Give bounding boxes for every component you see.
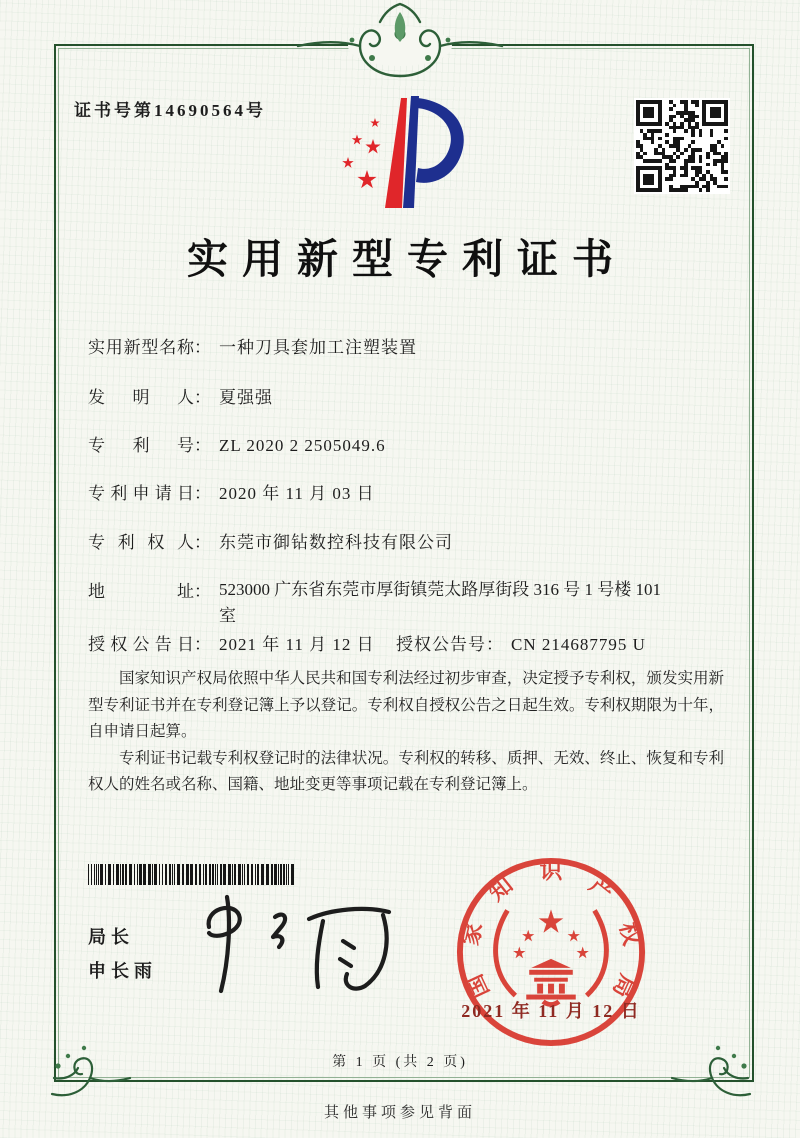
field-value (219, 577, 759, 629)
field-value: 一种刀具套加工注塑装置 (219, 338, 417, 357)
barcode (88, 864, 298, 885)
field-label: 发明人 (88, 388, 194, 407)
commissioner-block (88, 920, 157, 988)
field-row-inventor (88, 383, 273, 408)
field-value: 2021 年 11 月 12 日 (219, 635, 375, 654)
field-label: 地址 (88, 582, 194, 601)
qr-code (634, 98, 730, 194)
field-row-patent-name (88, 333, 417, 358)
field-colon: ： (194, 338, 211, 357)
field-colon: ： (194, 582, 211, 601)
field-grant-number (396, 630, 646, 655)
legal-paragraph-1: 国家知识产权局依照中华人民共和国专利法经过初步审查，决定授予专利权，颁发实用新型专利证书并在专利登记簿上予以登记。专利权自授权公告之日起生效。专利权期限为十年，自申请日起算。 (88, 670, 724, 740)
field-value: 夏强强 (219, 388, 273, 407)
field-label: 实用新型名称 (88, 338, 194, 357)
svg-text:识: 识 (539, 858, 563, 884)
svg-text:国: 国 (461, 970, 494, 1002)
svg-text:产: 产 (584, 871, 619, 906)
field-row-filing-date (88, 479, 375, 504)
svg-text:权: 权 (614, 919, 645, 948)
legal-paragraph-2: 专利证书记载专利权登记时的法律状况。专利权的转移、质押、无效、终止、恢复和专利权人的姓名或名称、国籍、地址变更等事项记载在专利登记簿上。 (88, 749, 724, 793)
field-label: 专利申请日 (88, 484, 194, 503)
field-label: 专利号 (88, 436, 194, 455)
address-line1: 523000 广东省东莞市厚街镇莞太路厚街段 316 号 1 号楼 101 (219, 580, 661, 599)
field-label: 专利权人 (88, 533, 194, 552)
field-row-address (88, 577, 759, 629)
field-row-patent-no (88, 431, 386, 456)
top-border-ornament-icon (268, 0, 532, 94)
commissioner-signature-icon (185, 893, 400, 997)
svg-text:家: 家 (457, 919, 488, 948)
commissioner-title: 局长 (88, 927, 134, 947)
field-colon: ： (194, 436, 211, 455)
page-number: 第 1 页 (共 2 页) (332, 1055, 468, 1070)
address-line2: 室 (219, 606, 236, 625)
cnipa-logo-icon (328, 90, 476, 214)
field-row-grant-date (88, 630, 646, 655)
certificate-title: 实用新型专利证书 (187, 236, 627, 282)
svg-text:局: 局 (608, 970, 641, 1002)
field-value: 2020 年 11 月 03 日 (219, 484, 375, 503)
field-colon: ： (194, 533, 211, 552)
field-row-patentee (88, 528, 453, 553)
seal-date: 2021 年 11 月 12 日 (461, 1001, 641, 1021)
field-label: 授权公告号 (396, 635, 486, 654)
svg-text:知: 知 (483, 871, 518, 906)
field-colon: ： (194, 635, 211, 654)
field-colon: ： (194, 484, 211, 503)
legal-text (88, 666, 724, 799)
commissioner-name: 申长雨 (88, 961, 157, 981)
back-side-note: 其他事项参见背面 (323, 1105, 476, 1121)
seal-national-emblem-icon (513, 909, 589, 999)
field-value: 东莞市御钻数控科技有限公司 (219, 533, 453, 552)
field-label: 授权公告日 (88, 635, 194, 654)
certificate-number: 证书号第14690564号 (74, 101, 266, 120)
field-colon: ： (194, 388, 211, 407)
field-value: ZL 2020 2 2505049.6 (219, 436, 386, 455)
field-value: CN 214687795 U (511, 635, 646, 654)
field-colon: ： (486, 635, 503, 654)
